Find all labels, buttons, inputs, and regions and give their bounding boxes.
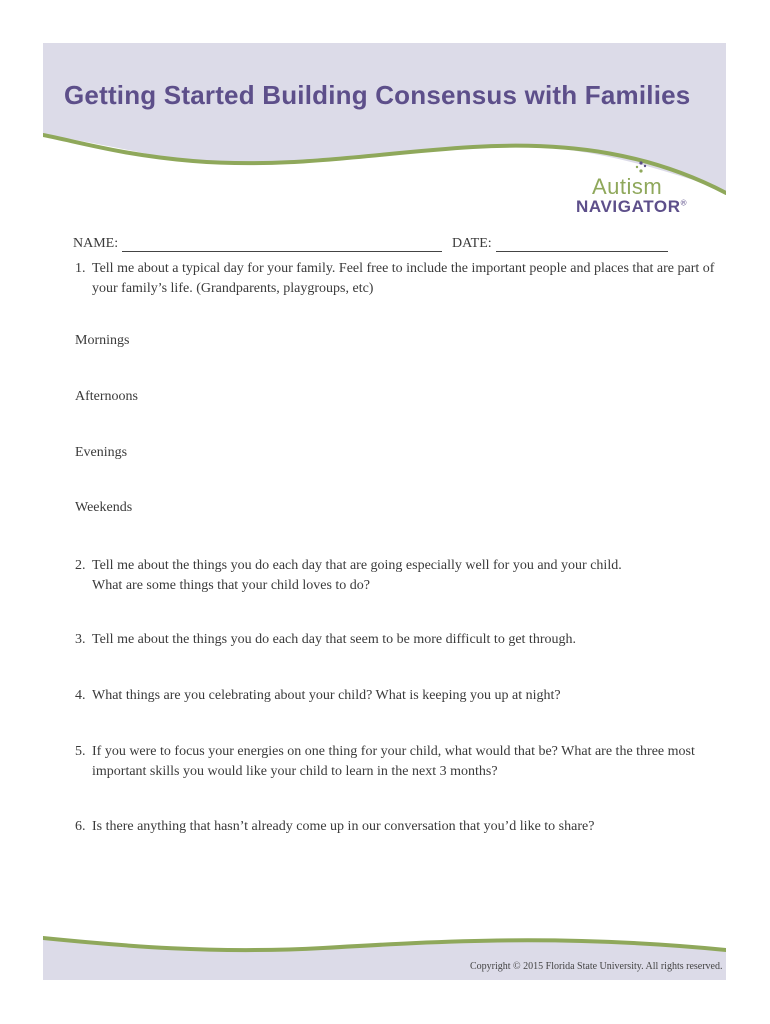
question-number: 5. — [75, 744, 86, 759]
question-text: Tell me about the things you do each day that seem to be more difficult to get through. — [92, 632, 576, 647]
question-text: If you were to focus your energies on one thing for your child, what would that be? What are the three most important skills you would like your child to learn in the next 3 months? — [92, 744, 695, 779]
question-number: 2. — [75, 558, 86, 573]
question-text: What things are you celebrating about your child? What is keeping you up at night? — [92, 688, 561, 703]
name-label: NAME: — [73, 236, 119, 251]
question-3 — [75, 630, 730, 650]
question-number: 4. — [75, 688, 86, 703]
date-line[interactable] — [496, 238, 668, 252]
name-line[interactable] — [122, 238, 442, 252]
sparkle-icon — [634, 160, 648, 174]
question-number: 1. — [75, 261, 86, 276]
question-4 — [75, 686, 730, 706]
date-label: DATE: — [452, 236, 492, 251]
copyright-notice: Copyright © 2015 Florida State University. All rights reserved. — [470, 961, 723, 972]
registered-mark: ® — [680, 198, 688, 208]
question-5 — [75, 742, 730, 782]
question-1 — [75, 259, 730, 299]
page-title: Getting Started Building Consensus with Families — [64, 80, 691, 110]
day-part-afternoons: Afternoons — [75, 389, 138, 404]
question-text: Tell me about the things you do each day that are going especially well for you and your child. What are some things that your child loves to do? — [92, 558, 622, 593]
question-number: 3. — [75, 632, 86, 647]
day-part-evenings: Evenings — [75, 445, 128, 460]
footer-band — [43, 930, 726, 980]
autism-navigator-logo — [572, 160, 702, 220]
date-field[interactable] — [452, 236, 668, 252]
name-field[interactable] — [73, 236, 442, 252]
question-6 — [75, 817, 730, 837]
day-part-mornings: Mornings — [75, 333, 130, 348]
logo-word-autism: Autism — [592, 174, 663, 199]
question-text: Tell me about a typical day for your family. Feel free to include the important people and places that are part of your family’s life. (Grandparents, playgroups, etc) — [92, 261, 715, 296]
question-text: Is there anything that hasn’t already come up in our conversation that you’d like to share? — [92, 819, 595, 834]
question-2 — [75, 556, 645, 596]
day-part-weekends: Weekends — [75, 500, 133, 515]
logo-word-navigator: NAVIGATOR® — [576, 197, 688, 216]
question-number: 6. — [75, 819, 86, 834]
